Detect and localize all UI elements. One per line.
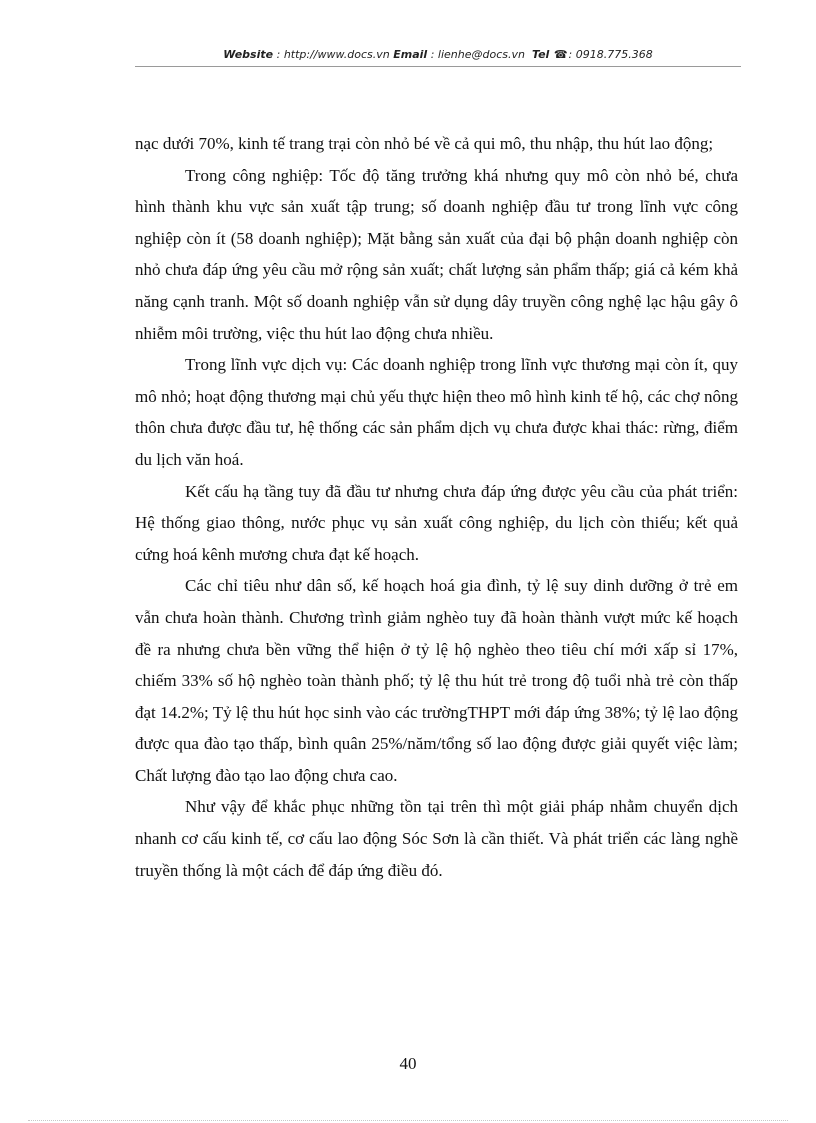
website-label: Website bbox=[223, 48, 274, 61]
paragraph-continuation: nạc dưới 70%, kinh tế trang trại còn nhỏ bé về cả qui mô, thu nhập, thu hút lao động; bbox=[135, 134, 714, 153]
paragraph-services: Trong lĩnh vực dịch vụ: Các doanh nghiệp trong lĩnh vực thương mại còn ít, quy mô nhỏ; hoạt động thương mại chủ yếu thực hiện theo mô hình kinh tế hộ, các chợ nông thôn chưa được đầu tư, hệ thống các sản phẩm dịch vụ chưa được khai thác: rừng, điểm du lịch văn hoá. bbox=[135, 355, 738, 469]
phone-icon: ☎ bbox=[553, 48, 568, 61]
tel-value: 0918.775.368 bbox=[575, 48, 653, 61]
paragraph-infrastructure: Kết cấu hạ tầng tuy đã đầu tư nhưng chưa đáp ứng được yêu cầu của phát triển: Hệ thống giao thông, nước phục vụ sản xuất công nghiệp, du lịch còn thiếu; kết quả cứng hoá kênh mương chưa đạt kế hoạch. bbox=[135, 481, 738, 564]
paragraph-social-indicators: Các chỉ tiêu như dân số, kế hoạch hoá gia đình, tỷ lệ suy dinh dưỡng ở trẻ em vẫn chưa hoàn thành. Chương trình giảm nghèo tuy đã hoàn thành vượt mức kế hoạch đề ra nhưng chưa bền vững thể hiện ở tỷ lệ hộ nghèo theo tiêu chí mới xấp sỉ 17%, chiếm 33% số hộ nghèo toàn thành phố; tỷ lệ thu hút trẻ trong độ tuổi nhà trẻ còn thấp đạt 14.2%; Tỷ lệ thu hút học sinh vào các trườngTHPT mới đáp ứng 38%; tỷ lệ lao động được qua đào tạo thấp, bình quân 25%/năm/tổng số lao động được giải quyết việc làm; Chất lượng đào tạo lao động chưa cao. bbox=[135, 576, 738, 785]
email-label: Email bbox=[393, 48, 428, 61]
footer-divider bbox=[28, 1120, 788, 1121]
website-url[interactable]: http://www.docs.vn bbox=[283, 48, 390, 61]
email-value[interactable]: lienhe@docs.vn bbox=[437, 48, 525, 61]
paragraph-conclusion: Như vậy để khắc phục những tồn tại trên thì một giải pháp nhằm chuyển dịch nhanh cơ cấu kinh tế, cơ cấu lao động Sóc Sơn là cần thiết. Và phát triển các làng nghề truyền thống là một cách để đáp ứng điều đó. bbox=[135, 797, 738, 880]
document-body bbox=[135, 128, 738, 886]
page-number: 40 bbox=[399, 1054, 417, 1073]
paragraph-industry: Trong công nghiệp: Tốc độ tăng trưởng khá nhưng quy mô còn nhỏ bé, chưa hình thành khu vực sản xuất tập trung; số doanh nghiệp đầu tư trong lĩnh vực công nghiệp còn ít (58 doanh nghiệp); Mặt bằng sản xuất của đại bộ phận doanh nghiệp còn nhỏ chưa đáp ứng yêu cầu mở rộng sản xuất; chất lượng sản phẩm thấp; giá cả kém khả năng cạnh tranh. Một số doanh nghiệp vẫn sử dụng dây truyền công nghệ lạc hậu gây ô nhiễm môi trường, việc thu hút lao động chưa nhiều. bbox=[135, 165, 738, 343]
tel-label: Tel bbox=[531, 48, 550, 61]
page-header: Website : http://www.docs.vn Email : lienhe@docs.vn Tel ☎: 0918.775.368 bbox=[135, 46, 741, 67]
